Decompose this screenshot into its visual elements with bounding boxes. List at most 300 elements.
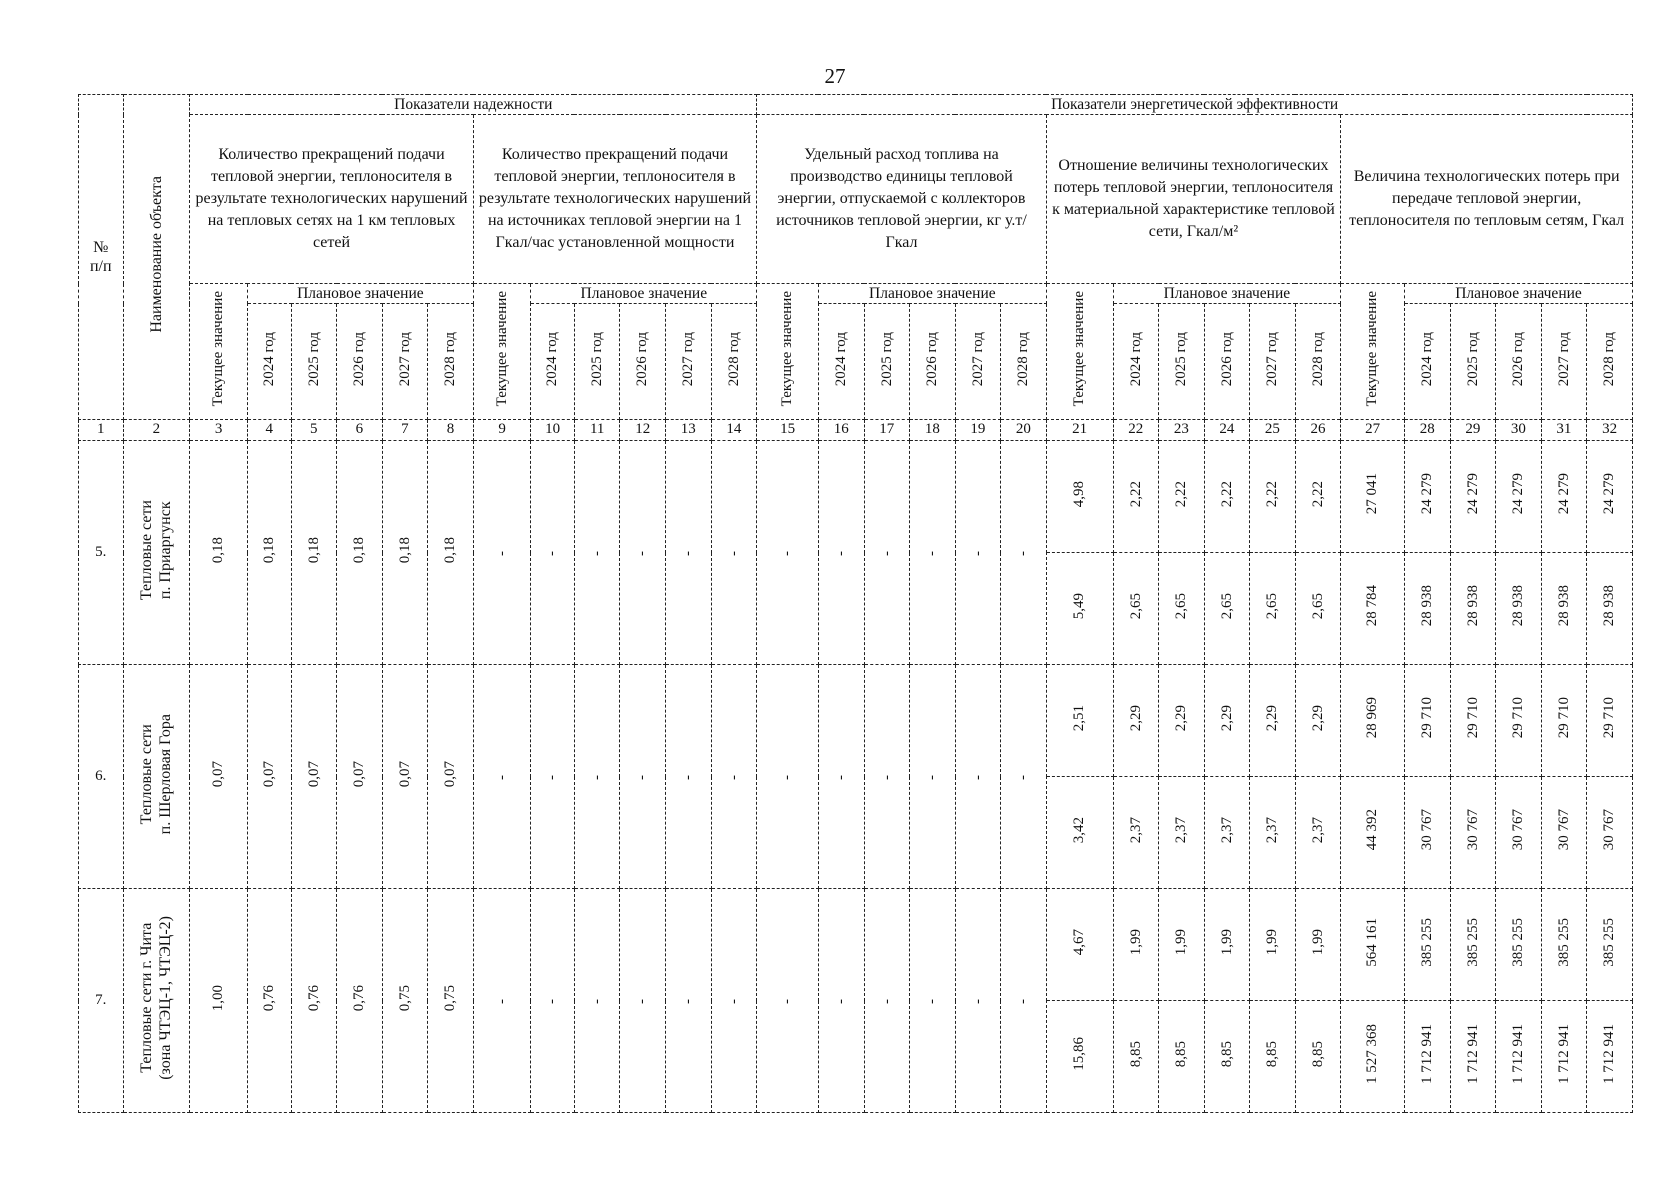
value-text: - <box>680 774 697 780</box>
header-name-cell <box>123 95 190 420</box>
value-text: 0,76 <box>351 984 368 1011</box>
value-cell-loss-ratio-top <box>1046 889 1113 1001</box>
value-cell-loss-ratio-bottom <box>1159 777 1205 889</box>
value-text: - <box>588 774 605 780</box>
value-cell-source-interruptions <box>711 889 757 1113</box>
value-text: - <box>493 550 510 556</box>
value-text: 8,85 <box>1127 1040 1144 1067</box>
value-cell-net-interruptions <box>190 441 248 665</box>
value-text: 24 279 <box>1601 473 1618 515</box>
column-number: 21 <box>1046 420 1113 441</box>
year-label: 2026 год <box>351 331 368 386</box>
value-text: 0,18 <box>261 536 278 563</box>
planned-value-header: Плановое значение <box>1113 284 1341 304</box>
current-value-label: Текущее значение <box>210 291 227 407</box>
value-cell-losses-top <box>1496 889 1542 1001</box>
value-text: 385 255 <box>1510 917 1527 967</box>
year-header <box>1159 304 1205 420</box>
value-cell-losses-bottom <box>1541 777 1587 889</box>
value-text: - <box>680 550 697 556</box>
value-cell-fuel-consumption <box>818 665 864 889</box>
value-cell-loss-ratio-bottom <box>1113 777 1159 889</box>
year-header <box>1541 304 1587 420</box>
value-text: 2,29 <box>1127 704 1144 731</box>
year-label: 2027 год <box>969 331 986 386</box>
value-text: 1,99 <box>1173 928 1190 955</box>
value-text: - <box>779 998 796 1004</box>
value-cell-net-interruptions <box>190 889 248 1113</box>
year-header <box>1204 304 1250 420</box>
year-header <box>1113 304 1159 420</box>
value-text: 8,85 <box>1264 1040 1281 1067</box>
year-header <box>1001 304 1047 420</box>
value-cell-loss-ratio-top <box>1295 441 1341 553</box>
value-cell-losses-top <box>1541 665 1587 777</box>
value-cell-loss-ratio-bottom <box>1046 1001 1113 1113</box>
value-text: - <box>779 550 796 556</box>
value-text: 28 938 <box>1601 585 1618 627</box>
year-label: 2024 год <box>832 331 849 386</box>
value-cell-net-interruptions <box>382 889 428 1113</box>
column-number: 26 <box>1295 420 1341 441</box>
value-cell-fuel-consumption <box>757 889 819 1113</box>
value-cell-net-interruptions <box>291 889 337 1113</box>
value-text: 8,85 <box>1309 1040 1326 1067</box>
value-cell-fuel-consumption <box>955 889 1001 1113</box>
column-number: 2 <box>123 420 190 441</box>
value-text: 0,18 <box>396 536 413 563</box>
value-cell-fuel-consumption <box>910 441 956 665</box>
value-text: 2,22 <box>1127 480 1144 507</box>
value-text: - <box>493 998 510 1004</box>
table-row <box>79 889 1633 1001</box>
value-cell-losses-bottom <box>1341 1001 1405 1113</box>
value-text: 0,76 <box>261 984 278 1011</box>
value-text: 28 784 <box>1364 585 1381 627</box>
value-text: - <box>924 998 941 1004</box>
column-number: 15 <box>757 420 819 441</box>
value-text: 29 710 <box>1555 697 1572 739</box>
value-text: 0,76 <box>305 984 322 1011</box>
efficiency-group-header: Показатели энергетической эффективности <box>757 95 1633 115</box>
header-num-cell <box>79 95 124 420</box>
object-name-cell <box>123 889 190 1113</box>
value-cell-losses-top <box>1405 441 1451 553</box>
year-header <box>666 304 712 420</box>
year-header <box>531 304 575 420</box>
value-text: 30 767 <box>1510 809 1527 851</box>
column-number: 29 <box>1450 420 1496 441</box>
table-row <box>79 441 1633 553</box>
value-text: - <box>634 998 651 1004</box>
value-cell-losses-bottom <box>1450 553 1496 665</box>
value-cell-source-interruptions <box>666 441 712 665</box>
value-cell-loss-ratio-top <box>1113 441 1159 553</box>
value-cell-losses-bottom <box>1450 777 1496 889</box>
value-text: 2,29 <box>1309 704 1326 731</box>
value-cell-loss-ratio-top <box>1295 889 1341 1001</box>
value-cell-fuel-consumption <box>1001 441 1047 665</box>
value-cell-fuel-consumption <box>757 665 819 889</box>
year-label: 2024 год <box>1419 331 1436 386</box>
indicator-net-interruptions: Количество прекращений подачи тепловой энергии, теплоносителя в результате технологических нарушений на тепловых сетях на 1 км тепловых сетей <box>190 115 473 284</box>
row-number: 6. <box>79 665 124 889</box>
value-cell-net-interruptions <box>428 665 474 889</box>
year-header <box>1496 304 1542 420</box>
value-cell-loss-ratio-bottom <box>1046 553 1113 665</box>
value-text: 0,07 <box>210 760 227 787</box>
value-cell-loss-ratio-top <box>1046 665 1113 777</box>
value-text: 2,29 <box>1264 704 1281 731</box>
column-number: 1 <box>79 420 124 441</box>
value-cell-loss-ratio-bottom <box>1250 1001 1296 1113</box>
value-text: 2,65 <box>1127 592 1144 619</box>
value-text: - <box>588 550 605 556</box>
value-cell-loss-ratio-top <box>1204 441 1250 553</box>
value-cell-losses-bottom <box>1541 553 1587 665</box>
year-label: 2028 год <box>1015 331 1032 386</box>
value-text: - <box>588 998 605 1004</box>
value-cell-fuel-consumption <box>757 441 819 665</box>
value-cell-fuel-consumption <box>864 665 910 889</box>
value-text: 29 710 <box>1464 697 1481 739</box>
column-number: 4 <box>248 420 292 441</box>
value-text: 27 041 <box>1364 473 1381 515</box>
value-cell-loss-ratio-bottom <box>1113 1001 1159 1113</box>
value-cell-fuel-consumption <box>955 665 1001 889</box>
column-number: 27 <box>1341 420 1405 441</box>
indicator-table <box>78 94 1633 1113</box>
value-cell-loss-ratio-top <box>1250 889 1296 1001</box>
value-cell-net-interruptions <box>428 889 474 1113</box>
value-cell-source-interruptions <box>531 889 575 1113</box>
value-cell-loss-ratio-bottom <box>1204 1001 1250 1113</box>
value-cell-losses-top <box>1341 665 1405 777</box>
value-cell-losses-top <box>1496 665 1542 777</box>
value-cell-losses-bottom <box>1405 553 1451 665</box>
value-cell-losses-top <box>1450 665 1496 777</box>
year-label: 2028 год <box>1309 331 1326 386</box>
value-cell-fuel-consumption <box>1001 665 1047 889</box>
table-row <box>79 665 1633 777</box>
value-text: 24 279 <box>1464 473 1481 515</box>
year-label: 2028 год <box>725 331 742 386</box>
year-label: 2025 год <box>588 331 605 386</box>
value-cell-loss-ratio-bottom <box>1113 553 1159 665</box>
year-label: 2028 год <box>1601 331 1618 386</box>
value-cell-losses-top <box>1541 889 1587 1001</box>
column-number-row <box>79 420 1633 441</box>
year-header <box>711 304 757 420</box>
value-text: - <box>544 774 561 780</box>
value-text: 0,75 <box>442 984 459 1011</box>
year-header <box>382 304 428 420</box>
value-text: 5,49 <box>1071 592 1088 619</box>
value-text: - <box>725 998 742 1004</box>
header-group-row <box>79 95 1633 115</box>
value-cell-source-interruptions <box>711 665 757 889</box>
year-label: 2027 год <box>1264 331 1281 386</box>
header-num-label: № п/п <box>89 238 112 275</box>
value-cell-losses-top <box>1341 441 1405 553</box>
table-body <box>79 441 1633 1113</box>
value-text: 28 938 <box>1419 585 1436 627</box>
value-text: 1 527 368 <box>1364 1023 1381 1084</box>
value-text: - <box>634 774 651 780</box>
year-label: 2025 год <box>1173 331 1190 386</box>
value-cell-fuel-consumption <box>955 441 1001 665</box>
value-cell-net-interruptions <box>248 665 292 889</box>
value-text: 1,99 <box>1264 928 1281 955</box>
value-text: 0,18 <box>442 536 459 563</box>
value-text: - <box>1015 998 1032 1004</box>
object-name: Тепловые сети п. Шерловая Гора <box>138 713 175 835</box>
value-text: 8,85 <box>1218 1040 1235 1067</box>
column-number: 19 <box>955 420 1001 441</box>
column-number: 8 <box>428 420 474 441</box>
value-text: 2,37 <box>1218 816 1235 843</box>
value-cell-fuel-consumption <box>864 441 910 665</box>
header-name-label: Наименование объекта <box>147 176 165 333</box>
value-text: - <box>878 774 895 780</box>
column-number: 28 <box>1405 420 1451 441</box>
value-cell-loss-ratio-top <box>1046 441 1113 553</box>
year-label: 2024 год <box>261 331 278 386</box>
value-cell-source-interruptions <box>473 665 531 889</box>
value-cell-net-interruptions <box>382 665 428 889</box>
value-text: 2,65 <box>1173 592 1190 619</box>
value-text: 2,51 <box>1071 704 1088 731</box>
value-cell-source-interruptions <box>620 441 666 665</box>
value-text: 1,00 <box>210 984 227 1011</box>
value-cell-net-interruptions <box>337 665 383 889</box>
value-cell-loss-ratio-top <box>1250 665 1296 777</box>
value-text: 29 710 <box>1510 697 1527 739</box>
value-text: 0,18 <box>305 536 322 563</box>
value-text: 1,99 <box>1309 928 1326 955</box>
column-number: 32 <box>1587 420 1633 441</box>
value-text: - <box>924 774 941 780</box>
value-text: 24 279 <box>1510 473 1527 515</box>
value-text: 28 938 <box>1464 585 1481 627</box>
year-header <box>864 304 910 420</box>
column-number: 9 <box>473 420 531 441</box>
header-sub-row <box>79 284 1633 304</box>
value-text: 24 279 <box>1555 473 1572 515</box>
value-cell-source-interruptions <box>574 889 620 1113</box>
column-number: 11 <box>574 420 620 441</box>
value-cell-loss-ratio-top <box>1113 665 1159 777</box>
value-text: 0,07 <box>442 760 459 787</box>
column-number: 7 <box>382 420 428 441</box>
year-header <box>1587 304 1633 420</box>
value-cell-loss-ratio-bottom <box>1046 777 1113 889</box>
indicator-losses: Величина технологических потерь при передаче тепловой энергии, теплоносителя по тепловым сетям, Гкал <box>1341 115 1633 284</box>
value-text: 0,18 <box>351 536 368 563</box>
value-text: 0,75 <box>396 984 413 1011</box>
year-header <box>955 304 1001 420</box>
year-header <box>818 304 864 420</box>
column-number: 12 <box>620 420 666 441</box>
year-label: 2026 год <box>634 331 651 386</box>
value-cell-loss-ratio-top <box>1113 889 1159 1001</box>
year-label: 2027 год <box>680 331 697 386</box>
current-value-label: Текущее значение <box>493 291 510 407</box>
value-text: - <box>680 998 697 1004</box>
current-value-header <box>1046 284 1113 420</box>
value-text: 4,67 <box>1071 928 1088 955</box>
value-cell-fuel-consumption <box>910 665 956 889</box>
year-header <box>1450 304 1496 420</box>
value-text: 1 712 941 <box>1464 1023 1481 1084</box>
value-cell-losses-bottom <box>1496 1001 1542 1113</box>
value-text: 28 938 <box>1510 585 1527 627</box>
value-text: 29 710 <box>1419 697 1436 739</box>
value-text: 2,22 <box>1173 480 1190 507</box>
value-cell-fuel-consumption <box>1001 889 1047 1113</box>
year-header <box>1405 304 1451 420</box>
column-number: 25 <box>1250 420 1296 441</box>
value-text: - <box>544 550 561 556</box>
year-header <box>428 304 474 420</box>
value-text: 2,37 <box>1127 816 1144 843</box>
reliability-group-header: Показатели надежности <box>190 95 757 115</box>
indicator-loss-ratio: Отношение величины технологических потерь тепловой энергии, теплоносителя к материальной характеристике тепловой сети, Гкал/м² <box>1046 115 1341 284</box>
year-label: 2027 год <box>1555 331 1572 386</box>
value-text: 2,65 <box>1309 592 1326 619</box>
page-number: 27 <box>824 64 846 88</box>
value-cell-losses-top <box>1341 889 1405 1001</box>
value-text: - <box>969 774 986 780</box>
column-number: 31 <box>1541 420 1587 441</box>
year-label: 2024 год <box>1127 331 1144 386</box>
value-text: 2,65 <box>1264 592 1281 619</box>
row-number: 7. <box>79 889 124 1113</box>
value-text: - <box>1015 774 1032 780</box>
value-text: 0,18 <box>210 536 227 563</box>
value-cell-losses-top <box>1587 441 1633 553</box>
value-text: 385 255 <box>1601 917 1618 967</box>
value-cell-loss-ratio-bottom <box>1159 1001 1205 1113</box>
value-text: - <box>878 998 895 1004</box>
row-number: 5. <box>79 441 124 665</box>
planned-value-header: Плановое значение <box>531 284 757 304</box>
value-text: 2,22 <box>1264 480 1281 507</box>
value-cell-loss-ratio-top <box>1204 665 1250 777</box>
object-name: Тепловые сети п. Приаргунск <box>138 499 175 600</box>
value-cell-source-interruptions <box>531 441 575 665</box>
year-label: 2028 год <box>442 331 459 386</box>
value-cell-source-interruptions <box>473 441 531 665</box>
value-text: - <box>924 550 941 556</box>
value-text: 2,65 <box>1218 592 1235 619</box>
column-number: 22 <box>1113 420 1159 441</box>
value-cell-source-interruptions <box>473 889 531 1113</box>
value-text: 1,99 <box>1127 928 1144 955</box>
planned-value-header: Плановое значение <box>818 284 1046 304</box>
value-text: 2,29 <box>1173 704 1190 731</box>
year-header <box>248 304 292 420</box>
value-cell-losses-top <box>1450 441 1496 553</box>
year-label: 2027 год <box>396 331 413 386</box>
value-cell-losses-bottom <box>1341 553 1405 665</box>
value-cell-losses-top <box>1587 665 1633 777</box>
value-text: 1 712 941 <box>1419 1023 1436 1084</box>
year-header <box>910 304 956 420</box>
object-name-cell <box>123 665 190 889</box>
year-header <box>337 304 383 420</box>
value-text: - <box>544 998 561 1004</box>
value-text: 2,29 <box>1218 704 1235 731</box>
value-text: 24 279 <box>1419 473 1436 515</box>
column-number: 30 <box>1496 420 1542 441</box>
current-value-label: Текущее значение <box>1071 291 1088 407</box>
value-cell-net-interruptions <box>248 889 292 1113</box>
value-text: - <box>832 774 849 780</box>
column-number: 6 <box>337 420 383 441</box>
value-cell-fuel-consumption <box>818 889 864 1113</box>
value-cell-net-interruptions <box>337 441 383 665</box>
indicator-table-sheet <box>78 94 1633 1118</box>
value-cell-loss-ratio-top <box>1250 441 1296 553</box>
value-text: 0,07 <box>396 760 413 787</box>
value-cell-loss-ratio-top <box>1159 441 1205 553</box>
year-header <box>291 304 337 420</box>
value-cell-losses-top <box>1496 441 1542 553</box>
value-cell-source-interruptions <box>711 441 757 665</box>
value-text: 1,99 <box>1218 928 1235 955</box>
value-cell-loss-ratio-bottom <box>1250 777 1296 889</box>
value-text: 15,86 <box>1071 1037 1088 1071</box>
value-text: 385 255 <box>1419 917 1436 967</box>
value-cell-losses-bottom <box>1450 1001 1496 1113</box>
value-cell-loss-ratio-bottom <box>1295 553 1341 665</box>
value-cell-source-interruptions <box>574 665 620 889</box>
value-cell-net-interruptions <box>190 665 248 889</box>
column-number: 18 <box>910 420 956 441</box>
value-cell-losses-top <box>1587 889 1633 1001</box>
value-cell-losses-top <box>1405 889 1451 1001</box>
value-cell-source-interruptions <box>574 441 620 665</box>
value-text: - <box>779 774 796 780</box>
value-cell-loss-ratio-top <box>1295 665 1341 777</box>
value-text: - <box>1015 550 1032 556</box>
value-text: 1 712 941 <box>1555 1023 1572 1084</box>
column-number: 10 <box>531 420 575 441</box>
value-cell-losses-bottom <box>1496 777 1542 889</box>
current-value-label: Текущее значение <box>1364 291 1381 407</box>
planned-value-header: Плановое значение <box>248 284 474 304</box>
column-number: 23 <box>1159 420 1205 441</box>
value-cell-losses-bottom <box>1405 777 1451 889</box>
value-cell-source-interruptions <box>666 665 712 889</box>
value-cell-net-interruptions <box>382 441 428 665</box>
value-text: - <box>725 550 742 556</box>
indicator-source-interruptions: Количество прекращений подачи тепловой энергии, теплоносителя в результате технологических нарушений на источниках тепловой энергии на 1 Гкал/час установленной мощности <box>473 115 757 284</box>
value-text: - <box>969 998 986 1004</box>
value-text: 1 712 941 <box>1510 1023 1527 1084</box>
year-header <box>1295 304 1341 420</box>
value-text: 30 767 <box>1419 809 1436 851</box>
value-cell-losses-top <box>1405 665 1451 777</box>
year-label: 2025 год <box>878 331 895 386</box>
year-label: 2026 год <box>924 331 941 386</box>
column-number: 24 <box>1204 420 1250 441</box>
planned-value-header: Плановое значение <box>1405 284 1633 304</box>
value-cell-loss-ratio-top <box>1204 889 1250 1001</box>
column-number: 16 <box>818 420 864 441</box>
value-cell-loss-ratio-bottom <box>1204 553 1250 665</box>
